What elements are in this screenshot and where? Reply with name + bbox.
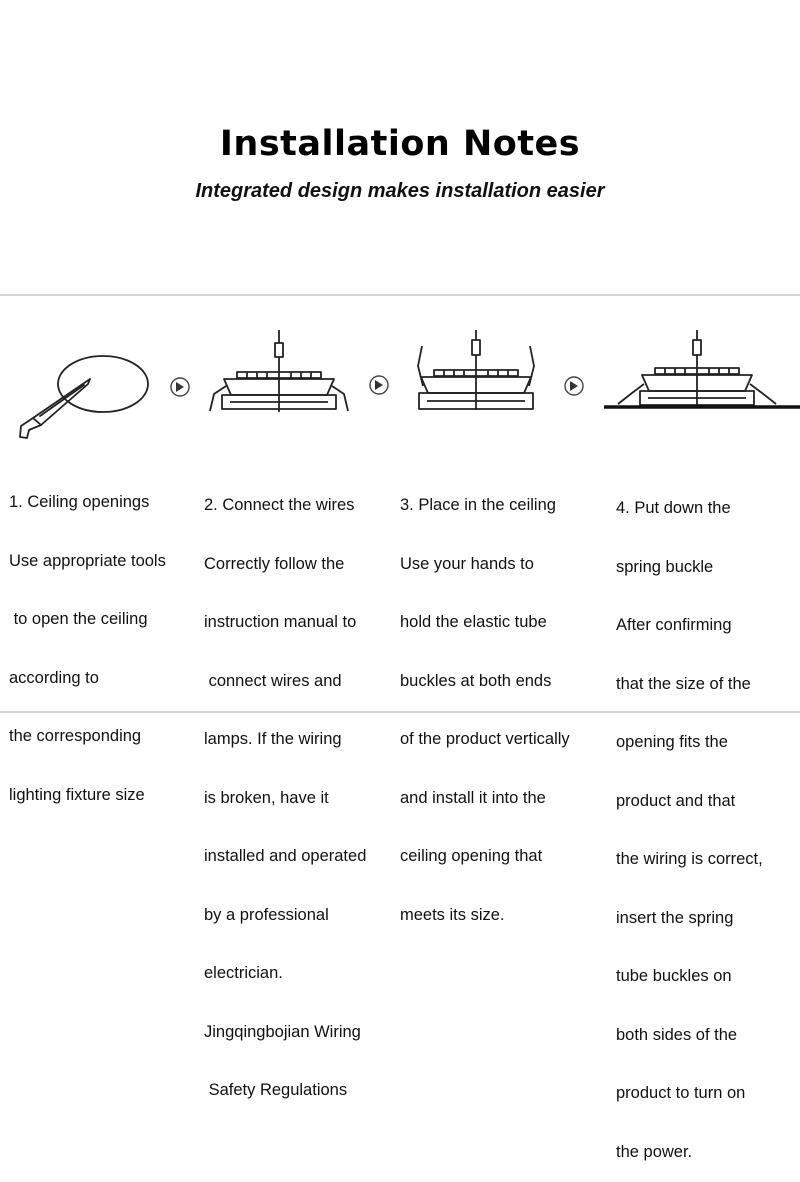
step-1-line: the corresponding [9,727,142,745]
step-3-line: buckles at both ends [400,671,552,690]
step-2-text [204,457,366,1120]
step-4-line: spring buckle [616,557,714,576]
step-2-line: Safety Regulations [204,1081,348,1099]
step-4-line: both sides of the [616,1025,738,1044]
step-3-line: ceiling opening that [400,847,543,865]
installation-illustrations [0,320,800,430]
step-4-line: insert the spring [616,908,734,927]
step-2-line: is broken, have it [204,788,329,807]
step-4-line: tube buckles on [616,967,732,985]
step-2-line: connect wires and [204,671,342,690]
downlight-wiring-icon [210,330,348,412]
step-2-line: instruction manual to [204,613,357,631]
page-title: Installation Notes [219,124,581,164]
step-2-line: Correctly follow the [204,554,345,573]
circled-arrow-right-icon [171,378,189,396]
step-2-line: installed and operated [204,847,367,865]
step-4-text [616,460,763,1182]
step-4-line: opening fits the [616,733,728,751]
circled-arrow-right-icon [565,377,583,395]
step-3-line: Use your hands to [400,554,534,573]
step-4-line: the power. [616,1142,693,1161]
ceiling-saw-cutting-circle-icon [20,356,148,438]
step-1-line: according to [9,668,99,687]
circled-arrow-right-icon [370,376,388,394]
step-3-line: 3. Place in the ceiling [400,496,556,514]
step-4-line: that the size of the [616,674,751,693]
top-divider [0,294,800,296]
step-4-line: product and that [616,791,736,810]
step-4-line: the wiring is correct, [616,850,763,868]
step-2-line: 2. Connect the wires [204,496,355,514]
step-2-line: electrician. [204,964,283,982]
step-1-line: lighting fixture size [9,785,145,804]
step-3-line: and install it into the [400,788,546,807]
step-1-line: to open the ceiling [9,610,148,628]
step-3-text [400,457,570,945]
downlight-installed-icon [618,330,776,408]
step-1-text [9,454,166,825]
downlight-insert-icon [418,330,534,410]
step-2-line: lamps. If the wiring [204,730,342,748]
step-4-line: product to turn on [616,1084,746,1102]
step-3-line: hold the elastic tube [400,613,547,631]
step-2-line: by a professional [204,905,329,924]
step-1-line: 1. Ceiling openings [9,493,150,511]
step-3-line: of the product vertically [400,730,570,748]
step-1-line: Use appropriate tools [9,551,166,570]
step-2-line: Jingqingbojian Wiring [204,1022,361,1041]
page-subtitle: Integrated design makes installation easier [195,180,605,202]
step-4-line: After confirming [616,616,732,634]
step-4-line: 4. Put down the [616,499,731,517]
step-3-line: meets its size. [400,905,505,924]
